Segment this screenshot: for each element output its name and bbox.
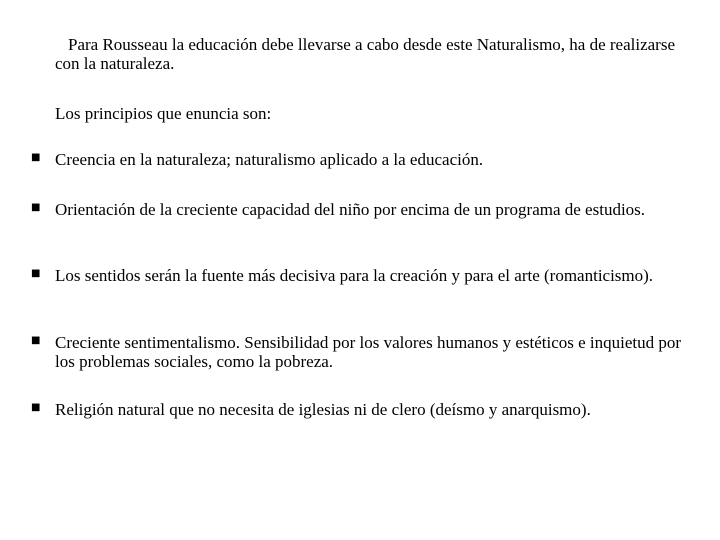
square-bullet-icon: ■ xyxy=(31,402,41,413)
principle-text: Los sentidos serán la fuente más decisiva para la creación y para el arte (romanticismo). xyxy=(55,266,654,285)
principle-text: Orientación de la creciente capacidad del niño por encima de un programa de estudios. xyxy=(55,200,646,219)
principles-lead: Los principios que enuncia son: xyxy=(55,104,272,123)
principle-text: Religión natural que no necesita de iglesias ni de clero (deísmo y anarquismo). xyxy=(55,400,591,419)
square-bullet-icon: ■ xyxy=(31,202,41,213)
principle-text: Creciente sentimentalismo. Sensibilidad por los valores humanos y estéticos e inquietud por los problemas sociales, como la pobreza. xyxy=(55,333,682,371)
principle-text: Creencia en la naturaleza; naturalismo aplicado a la educación. xyxy=(55,150,484,169)
square-bullet-icon: ■ xyxy=(31,152,41,163)
intro-paragraph: Para Rousseau la educación debe llevarse a cabo desde este Naturalismo, ha de realizarse con la naturaleza. xyxy=(55,35,676,73)
square-bullet-icon: ■ xyxy=(31,268,41,279)
square-bullet-icon: ■ xyxy=(31,335,41,346)
